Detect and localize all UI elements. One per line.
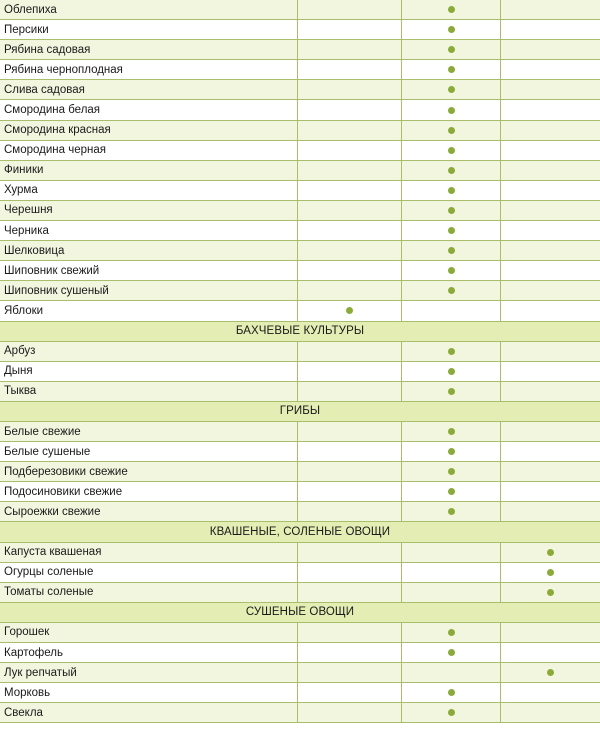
product-name: Смородина белая <box>4 104 101 117</box>
product-name-cell <box>0 141 298 160</box>
product-name: Облепиха <box>4 3 57 16</box>
dot-marker-icon <box>448 709 455 716</box>
product-name-cell <box>0 583 298 602</box>
product-name: Белые сушеные <box>4 445 91 458</box>
column-1-cell <box>298 563 402 582</box>
column-1-cell <box>298 482 402 501</box>
column-1-cell <box>298 663 402 682</box>
dot-marker-icon <box>448 207 455 214</box>
column-1-cell <box>298 0 402 19</box>
dot-marker-icon <box>547 549 554 556</box>
product-name-cell <box>0 221 298 240</box>
product-name-cell <box>0 362 298 381</box>
table-row <box>0 482 600 502</box>
column-1-cell <box>298 623 402 642</box>
column-1-cell <box>298 221 402 240</box>
product-name-cell <box>0 201 298 220</box>
product-name: Тыква <box>4 385 37 398</box>
product-name: Смородина красная <box>4 124 111 137</box>
column-3-cell <box>501 301 600 320</box>
product-name: Смородина черная <box>4 144 106 157</box>
column-1-cell <box>298 121 402 140</box>
dot-marker-icon <box>448 428 455 435</box>
product-name: Горошек <box>4 626 50 639</box>
product-name-cell <box>0 422 298 441</box>
column-3-cell <box>501 40 600 59</box>
product-name: Свекла <box>4 706 43 719</box>
table-row <box>0 281 600 301</box>
dot-marker-icon <box>448 147 455 154</box>
product-name-cell <box>0 663 298 682</box>
dot-marker-icon <box>448 247 455 254</box>
column-2-cell <box>402 301 501 320</box>
table-row <box>0 583 600 603</box>
column-3-cell <box>501 422 600 441</box>
product-name: Шиповник сушеный <box>4 284 109 297</box>
dot-marker-icon <box>448 448 455 455</box>
column-3-cell <box>501 623 600 642</box>
column-1-cell <box>298 201 402 220</box>
column-2-cell <box>402 362 501 381</box>
dot-marker-icon <box>448 86 455 93</box>
table-row <box>0 241 600 261</box>
column-1-cell <box>298 462 402 481</box>
section-header-row <box>0 402 600 422</box>
product-name-cell <box>0 20 298 39</box>
product-name-cell <box>0 60 298 79</box>
product-name: Лук репчатый <box>4 666 77 679</box>
dot-marker-icon <box>448 348 455 355</box>
table-row <box>0 442 600 462</box>
column-3-cell <box>501 543 600 562</box>
column-2-cell <box>402 201 501 220</box>
column-1-cell <box>298 442 402 461</box>
product-name-cell <box>0 301 298 320</box>
dot-marker-icon <box>448 6 455 13</box>
table-row <box>0 80 600 100</box>
column-1-cell <box>298 342 402 361</box>
product-name-cell <box>0 442 298 461</box>
column-3-cell <box>501 121 600 140</box>
column-3-cell <box>501 80 600 99</box>
dot-marker-icon <box>448 649 455 656</box>
table-row <box>0 382 600 402</box>
product-name-cell <box>0 683 298 702</box>
product-name: Рябина черноплодная <box>4 63 123 76</box>
column-1-cell <box>298 161 402 180</box>
column-3-cell <box>501 583 600 602</box>
column-2-cell <box>402 502 501 521</box>
dot-marker-icon <box>448 26 455 33</box>
dot-marker-icon <box>448 167 455 174</box>
product-name-cell <box>0 121 298 140</box>
product-name: Арбуз <box>4 345 36 358</box>
dot-marker-icon <box>547 569 554 576</box>
column-3-cell <box>501 241 600 260</box>
dot-marker-icon <box>448 66 455 73</box>
product-name-cell <box>0 100 298 119</box>
section-header-row <box>0 322 600 342</box>
column-2-cell <box>402 543 501 562</box>
column-2-cell <box>402 583 501 602</box>
column-2-cell <box>402 643 501 662</box>
table-row <box>0 563 600 583</box>
table-row <box>0 201 600 221</box>
product-name: Черника <box>4 224 49 237</box>
column-3-cell <box>501 161 600 180</box>
product-name-cell <box>0 462 298 481</box>
product-name-cell <box>0 543 298 562</box>
column-2-cell <box>402 80 501 99</box>
column-2-cell <box>402 482 501 501</box>
column-1-cell <box>298 683 402 702</box>
product-name: Картофель <box>4 646 63 659</box>
product-name-cell <box>0 563 298 582</box>
column-3-cell <box>501 683 600 702</box>
column-3-cell <box>501 482 600 501</box>
product-name-cell <box>0 181 298 200</box>
product-name-cell <box>0 40 298 59</box>
column-1-cell <box>298 543 402 562</box>
table-row <box>0 683 600 703</box>
table-row <box>0 663 600 683</box>
column-2-cell <box>402 0 501 19</box>
product-name: Черешня <box>4 204 53 217</box>
product-name-cell <box>0 261 298 280</box>
product-name: Дыня <box>4 365 33 378</box>
column-3-cell <box>501 221 600 240</box>
table-row <box>0 261 600 281</box>
column-1-cell <box>298 181 402 200</box>
column-1-cell <box>298 583 402 602</box>
table-row <box>0 141 600 161</box>
dot-marker-icon <box>448 508 455 515</box>
product-name: Рябина садовая <box>4 43 91 56</box>
column-3-cell <box>501 0 600 19</box>
product-name: Финики <box>4 164 44 177</box>
table-row <box>0 643 600 663</box>
section-title: КВАШЕНЫЕ, СОЛЕНЫЕ ОВОЩИ <box>209 525 391 538</box>
dot-marker-icon <box>448 388 455 395</box>
product-name: Белые свежие <box>4 425 81 438</box>
column-3-cell <box>501 502 600 521</box>
product-name-cell <box>0 482 298 501</box>
column-1-cell <box>298 301 402 320</box>
column-3-cell <box>501 362 600 381</box>
dot-marker-icon <box>448 107 455 114</box>
product-name: Шелковица <box>4 244 65 257</box>
column-1-cell <box>298 100 402 119</box>
table-row <box>0 502 600 522</box>
product-name-cell <box>0 342 298 361</box>
table-row <box>0 422 600 442</box>
product-name-cell <box>0 502 298 521</box>
column-1-cell <box>298 382 402 401</box>
product-name-cell <box>0 382 298 401</box>
column-1-cell <box>298 703 402 722</box>
dot-marker-icon <box>547 669 554 676</box>
column-1-cell <box>298 20 402 39</box>
product-name-cell <box>0 623 298 642</box>
column-2-cell <box>402 281 501 300</box>
dot-marker-icon <box>448 488 455 495</box>
dot-marker-icon <box>346 307 353 314</box>
column-2-cell <box>402 60 501 79</box>
product-name: Подосиновики свежие <box>4 485 123 498</box>
column-2-cell <box>402 563 501 582</box>
dot-marker-icon <box>448 127 455 134</box>
column-1-cell <box>298 60 402 79</box>
product-name: Томаты соленые <box>4 586 94 599</box>
dot-marker-icon <box>448 468 455 475</box>
column-3-cell <box>501 643 600 662</box>
section-header-row <box>0 522 600 542</box>
product-name: Хурма <box>4 184 38 197</box>
column-2-cell <box>402 382 501 401</box>
table-row <box>0 0 600 20</box>
product-name-cell <box>0 80 298 99</box>
table-row <box>0 362 600 382</box>
section-title: БАХЧЕВЫЕ КУЛЬТУРЫ <box>235 325 365 338</box>
table-row <box>0 221 600 241</box>
column-2-cell <box>402 422 501 441</box>
column-2-cell <box>402 221 501 240</box>
product-name: Подберезовики свежие <box>4 465 128 478</box>
table-row <box>0 543 600 563</box>
column-2-cell <box>402 462 501 481</box>
column-3-cell <box>501 563 600 582</box>
dot-marker-icon <box>448 187 455 194</box>
column-3-cell <box>501 261 600 280</box>
product-name: Персики <box>4 23 49 36</box>
column-1-cell <box>298 643 402 662</box>
column-1-cell <box>298 502 402 521</box>
product-name-cell <box>0 281 298 300</box>
table-row <box>0 121 600 141</box>
column-2-cell <box>402 241 501 260</box>
column-3-cell <box>501 201 600 220</box>
column-2-cell <box>402 40 501 59</box>
column-2-cell <box>402 141 501 160</box>
column-2-cell <box>402 442 501 461</box>
product-name: Сыроежки свежие <box>4 505 101 518</box>
column-3-cell <box>501 60 600 79</box>
column-2-cell <box>402 161 501 180</box>
section-title: СУШЕНЫЕ ОВОЩИ <box>245 606 355 619</box>
product-name-cell <box>0 161 298 180</box>
column-2-cell <box>402 121 501 140</box>
table-row <box>0 703 600 723</box>
column-2-cell <box>402 623 501 642</box>
product-name-cell <box>0 0 298 19</box>
column-3-cell <box>501 281 600 300</box>
table-row <box>0 301 600 321</box>
product-name-cell <box>0 703 298 722</box>
column-1-cell <box>298 141 402 160</box>
column-2-cell <box>402 703 501 722</box>
table-row <box>0 60 600 80</box>
product-name: Яблоки <box>4 304 44 317</box>
column-3-cell <box>501 20 600 39</box>
column-2-cell <box>402 663 501 682</box>
dot-marker-icon <box>448 46 455 53</box>
table-row <box>0 623 600 643</box>
column-3-cell <box>501 462 600 481</box>
dot-marker-icon <box>448 368 455 375</box>
column-1-cell <box>298 422 402 441</box>
table-row <box>0 161 600 181</box>
dot-marker-icon <box>448 267 455 274</box>
product-name-cell <box>0 241 298 260</box>
section-title: ГРИБЫ <box>279 405 321 418</box>
column-3-cell <box>501 181 600 200</box>
column-3-cell <box>501 442 600 461</box>
column-1-cell <box>298 80 402 99</box>
table-row <box>0 20 600 40</box>
column-2-cell <box>402 20 501 39</box>
column-2-cell <box>402 261 501 280</box>
table-row <box>0 181 600 201</box>
column-3-cell <box>501 703 600 722</box>
product-name: Капуста квашеная <box>4 546 102 559</box>
column-3-cell <box>501 663 600 682</box>
product-name: Шиповник свежий <box>4 264 100 277</box>
product-name-cell <box>0 643 298 662</box>
dot-marker-icon <box>547 589 554 596</box>
table-row <box>0 342 600 362</box>
column-3-cell <box>501 342 600 361</box>
section-header-row <box>0 603 600 623</box>
column-1-cell <box>298 261 402 280</box>
dot-marker-icon <box>448 287 455 294</box>
dot-marker-icon <box>448 227 455 234</box>
column-3-cell <box>501 100 600 119</box>
column-2-cell <box>402 181 501 200</box>
product-name: Морковь <box>4 686 51 699</box>
column-2-cell <box>402 342 501 361</box>
column-1-cell <box>298 241 402 260</box>
column-3-cell <box>501 141 600 160</box>
table-row <box>0 100 600 120</box>
column-1-cell <box>298 40 402 59</box>
dot-marker-icon <box>448 689 455 696</box>
column-2-cell <box>402 100 501 119</box>
column-3-cell <box>501 382 600 401</box>
product-name: Огурцы соленые <box>4 566 94 579</box>
column-1-cell <box>298 281 402 300</box>
table-row <box>0 462 600 482</box>
table-row <box>0 40 600 60</box>
product-name: Слива садовая <box>4 83 85 96</box>
column-2-cell <box>402 683 501 702</box>
dot-marker-icon <box>448 629 455 636</box>
column-1-cell <box>298 362 402 381</box>
